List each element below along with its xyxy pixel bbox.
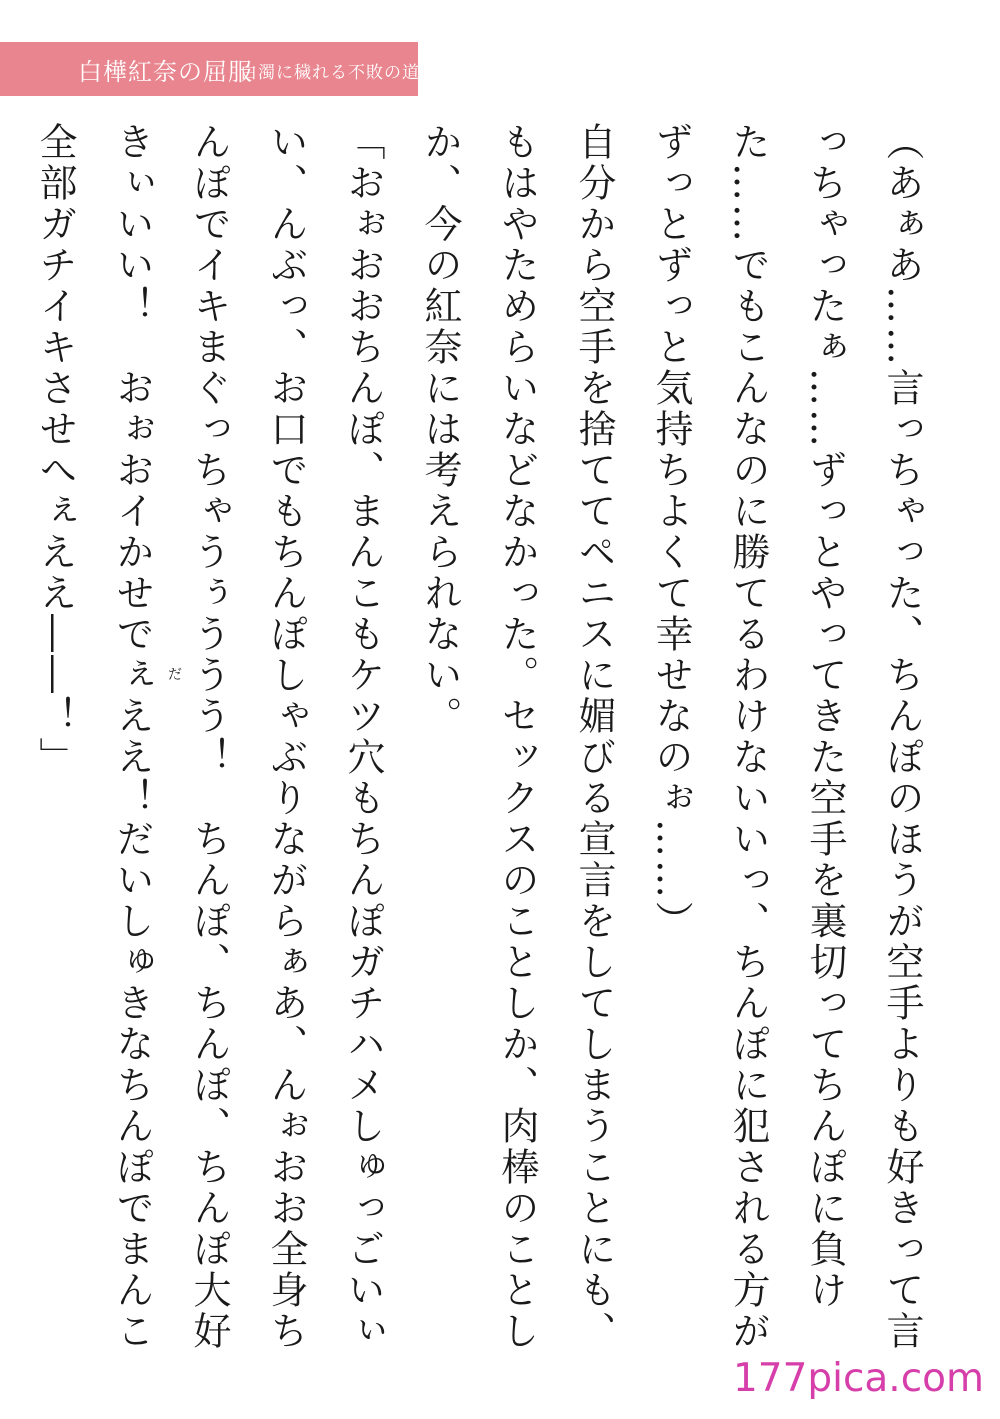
paragraph-4	[0, 122, 16, 1362]
paragraph-3: 「おぉおおちんぽ、まんこもケツ穴もちんぽガチハメしゅっごいぃい、んぶっ、お口でもちんぽしゃぶりながらぁあ、んぉおお全身ちんぽでイキまぐっちゃうぅううう！ ちんぽ、ちんぽ、ちんぽ大好きぃいい！ おぉおイかせでぇええ！だいしゅきなちんぽでまんこ全部ガチイキさせへぇええ――！」	[33, 122, 385, 1352]
furigana-annotation: だ	[168, 667, 182, 683]
paragraph-2: 自分から空手を捨ててペニスに媚びる宣言をしてしまうことにも、もはやためらいなどなかった。セックスのことしか、肉棒のことしか、今の紅奈には考えられない。	[418, 122, 616, 1352]
site-watermark: 177pica.com	[732, 1356, 984, 1401]
body-text	[33, 122, 940, 1362]
paragraph-1: （あぁあ……言っちゃった、ちんぽのほうが空手よりも好きって言っちゃったぁ……ずっとやってきた空手を裏切ってちんぽに負けた……でもこんなのに勝てるわけないいっ、ちんぽに犯される方がずっとずっと気持ちよくて幸せなのぉ……）	[649, 122, 924, 1352]
chapter-subtitle: 白濁に穢れる不敗の道着	[240, 63, 438, 83]
chapter-title: 白樺紅奈の屈服	[78, 58, 253, 86]
